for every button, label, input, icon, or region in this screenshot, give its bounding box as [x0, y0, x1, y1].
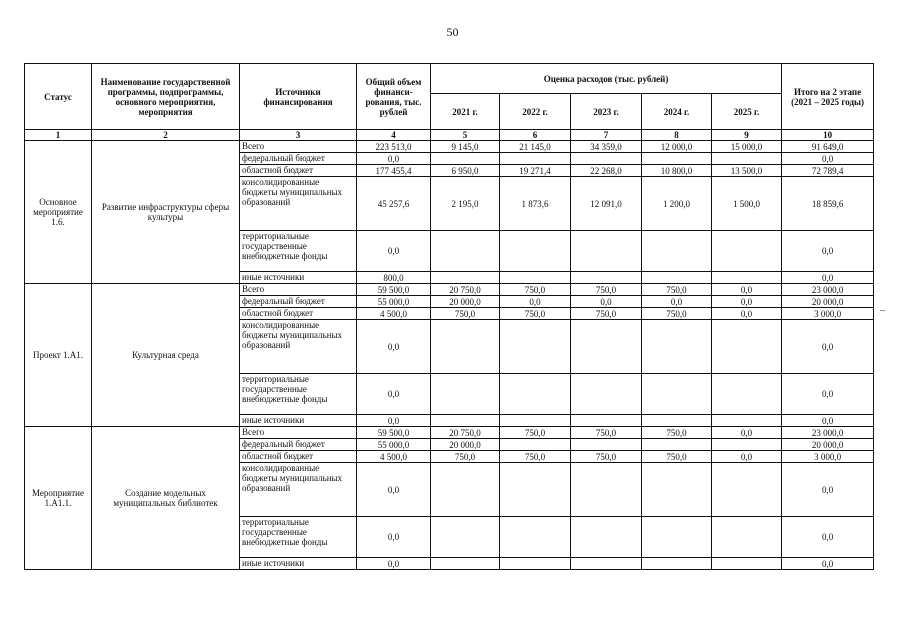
- column-index: 7: [571, 130, 642, 141]
- year-value-cell: [712, 415, 782, 427]
- year-value-cell: 12 091,0: [571, 177, 642, 231]
- year-value-cell: [500, 463, 571, 517]
- source-cell: Всего: [240, 427, 357, 439]
- stage-total-cell: 0,0: [782, 558, 874, 570]
- year-value-cell: 0,0: [712, 296, 782, 308]
- year-value-cell: 34 359,0: [571, 141, 642, 153]
- year-value-cell: [571, 231, 642, 272]
- year-value-cell: [431, 415, 500, 427]
- source-cell: Всего: [240, 284, 357, 296]
- header-year: 2022 г.: [500, 94, 571, 130]
- column-index: 3: [240, 130, 357, 141]
- column-index: 4: [357, 130, 431, 141]
- source-cell: иные источники: [240, 272, 357, 284]
- column-index: 5: [431, 130, 500, 141]
- table-row: [25, 141, 874, 153]
- year-value-cell: [431, 374, 500, 415]
- source-cell: территориальные государственные внебюджетные фонды: [240, 517, 357, 558]
- year-value-cell: [571, 415, 642, 427]
- source-cell: территориальные государственные внебюджетные фонды: [240, 374, 357, 415]
- header-name: Наименование государственной программы, подпрограммы, основного мероприятия, мероприятия: [92, 64, 240, 130]
- year-value-cell: 6 950,0: [431, 165, 500, 177]
- year-value-cell: 1 873,6: [500, 177, 571, 231]
- year-value-cell: [712, 463, 782, 517]
- year-value-cell: 20 750,0: [431, 427, 500, 439]
- year-value-cell: 0,0: [642, 296, 712, 308]
- status-cell: Основное мероприятие 1.6.: [25, 141, 92, 284]
- year-value-cell: 750,0: [571, 427, 642, 439]
- source-cell: федеральный бюджет: [240, 296, 357, 308]
- header-estimate: Оценка расходов (тыс. рублей): [431, 64, 782, 94]
- source-cell: территориальные государственные внебюджетные фонды: [240, 231, 357, 272]
- stage-total-cell: 0,0: [782, 517, 874, 558]
- year-value-cell: 750,0: [571, 284, 642, 296]
- year-value-cell: 750,0: [642, 308, 712, 320]
- total-cell: 55 000,0: [357, 296, 431, 308]
- stage-total-cell: 0,0: [782, 153, 874, 165]
- year-value-cell: 1 200,0: [642, 177, 712, 231]
- source-cell: федеральный бюджет: [240, 153, 357, 165]
- total-cell: 0,0: [357, 320, 431, 374]
- source-cell: Всего: [240, 141, 357, 153]
- total-cell: 4 500,0: [357, 451, 431, 463]
- table-body: [25, 141, 874, 570]
- year-value-cell: [571, 320, 642, 374]
- year-value-cell: 750,0: [500, 427, 571, 439]
- header-sources: Источники финансирования: [240, 64, 357, 130]
- year-value-cell: 0,0: [712, 308, 782, 320]
- year-value-cell: [431, 517, 500, 558]
- stage-total-cell: 20 000,0: [782, 439, 874, 451]
- year-value-cell: [431, 463, 500, 517]
- name-cell: Развитие инфраструктуры сферы культуры: [92, 141, 240, 284]
- year-value-cell: [500, 231, 571, 272]
- source-cell: областной бюджет: [240, 451, 357, 463]
- table-row: [25, 427, 874, 439]
- year-value-cell: 750,0: [642, 451, 712, 463]
- stage-total-cell: 91 649,0: [782, 141, 874, 153]
- header-year: 2025 г.: [712, 94, 782, 130]
- year-value-cell: [500, 517, 571, 558]
- total-cell: 4 500,0: [357, 308, 431, 320]
- stage-total-cell: 0,0: [782, 320, 874, 374]
- total-cell: 0,0: [357, 374, 431, 415]
- year-value-cell: 20 000,0: [431, 439, 500, 451]
- header-year: 2024 г.: [642, 94, 712, 130]
- year-value-cell: [642, 439, 712, 451]
- stage-total-cell: 23 000,0: [782, 284, 874, 296]
- year-value-cell: [500, 153, 571, 165]
- year-value-cell: [431, 272, 500, 284]
- source-cell: консолидированные бюджеты муниципальных образований: [240, 463, 357, 517]
- year-value-cell: [642, 320, 712, 374]
- year-value-cell: 0,0: [712, 284, 782, 296]
- status-cell: Проект 1.А1.: [25, 284, 92, 427]
- total-cell: 0,0: [357, 517, 431, 558]
- stage-total-cell: 0,0: [782, 463, 874, 517]
- year-value-cell: [571, 463, 642, 517]
- header-status: Статус: [25, 64, 92, 130]
- stage-total-cell: 0,0: [782, 272, 874, 284]
- column-index: 9: [712, 130, 782, 141]
- year-value-cell: [431, 558, 500, 570]
- year-value-cell: [712, 153, 782, 165]
- header-year: 2023 г.: [571, 94, 642, 130]
- total-cell: 223 513,0: [357, 141, 431, 153]
- scan-artifact: –: [880, 305, 885, 316]
- year-value-cell: 750,0: [642, 427, 712, 439]
- column-index: 2: [92, 130, 240, 141]
- stage-total-cell: 72 789,4: [782, 165, 874, 177]
- total-cell: 0,0: [357, 558, 431, 570]
- year-value-cell: [642, 272, 712, 284]
- column-index: 8: [642, 130, 712, 141]
- year-value-cell: 750,0: [500, 451, 571, 463]
- year-value-cell: [500, 272, 571, 284]
- year-value-cell: 750,0: [500, 284, 571, 296]
- year-value-cell: 15 000,0: [712, 141, 782, 153]
- table-row: [25, 284, 874, 296]
- total-cell: 59 500,0: [357, 284, 431, 296]
- source-cell: федеральный бюджет: [240, 439, 357, 451]
- page-number: 50: [446, 25, 459, 39]
- year-value-cell: [571, 374, 642, 415]
- year-value-cell: 0,0: [500, 296, 571, 308]
- total-cell: 55 000,0: [357, 439, 431, 451]
- source-cell: иные источники: [240, 558, 357, 570]
- total-cell: 177 455,4: [357, 165, 431, 177]
- year-value-cell: [642, 153, 712, 165]
- year-value-cell: 750,0: [431, 308, 500, 320]
- total-cell: 45 257,6: [357, 177, 431, 231]
- stage-total-cell: 0,0: [782, 374, 874, 415]
- stage-total-cell: 0,0: [782, 415, 874, 427]
- total-cell: 0,0: [357, 231, 431, 272]
- year-value-cell: [712, 231, 782, 272]
- year-value-cell: [712, 517, 782, 558]
- header-year: 2021 г.: [431, 94, 500, 130]
- column-index: 10: [782, 130, 874, 141]
- header-stage-total: Итого на 2 этапе (2021 – 2025 годы): [782, 64, 874, 130]
- year-value-cell: 750,0: [431, 451, 500, 463]
- year-value-cell: 0,0: [571, 296, 642, 308]
- year-value-cell: 1 500,0: [712, 177, 782, 231]
- year-value-cell: 19 271,4: [500, 165, 571, 177]
- source-cell: областной бюджет: [240, 165, 357, 177]
- year-value-cell: [642, 463, 712, 517]
- year-value-cell: 10 800,0: [642, 165, 712, 177]
- year-value-cell: 20 750,0: [431, 284, 500, 296]
- year-value-cell: [500, 320, 571, 374]
- year-value-cell: [500, 439, 571, 451]
- year-value-cell: [431, 231, 500, 272]
- year-value-cell: [500, 415, 571, 427]
- year-value-cell: [571, 153, 642, 165]
- year-value-cell: [642, 374, 712, 415]
- stage-total-cell: 18 859,6: [782, 177, 874, 231]
- year-value-cell: 13 500,0: [712, 165, 782, 177]
- stage-total-cell: 3 000,0: [782, 308, 874, 320]
- name-cell: Создание модельных муниципальных библиотек: [92, 427, 240, 570]
- year-value-cell: [712, 558, 782, 570]
- year-value-cell: 750,0: [571, 308, 642, 320]
- total-cell: 0,0: [357, 463, 431, 517]
- year-value-cell: 2 195,0: [431, 177, 500, 231]
- year-value-cell: [571, 439, 642, 451]
- header-total: Общий объем финанси-рования, тыс. рублей: [357, 64, 431, 130]
- year-value-cell: [500, 374, 571, 415]
- stage-total-cell: 23 000,0: [782, 427, 874, 439]
- year-value-cell: [642, 558, 712, 570]
- year-value-cell: 0,0: [712, 451, 782, 463]
- year-value-cell: [642, 415, 712, 427]
- stage-total-cell: 0,0: [782, 231, 874, 272]
- year-value-cell: 12 000,0: [642, 141, 712, 153]
- total-cell: 0,0: [357, 415, 431, 427]
- year-value-cell: [431, 320, 500, 374]
- year-value-cell: 750,0: [642, 284, 712, 296]
- total-cell: 59 500,0: [357, 427, 431, 439]
- year-value-cell: 20 000,0: [431, 296, 500, 308]
- status-cell: Мероприятие 1.А1.1.: [25, 427, 92, 570]
- year-value-cell: [571, 558, 642, 570]
- total-cell: 0,0: [357, 153, 431, 165]
- year-value-cell: [571, 272, 642, 284]
- source-cell: консолидированные бюджеты муниципальных образований: [240, 320, 357, 374]
- source-cell: областной бюджет: [240, 308, 357, 320]
- year-value-cell: [712, 439, 782, 451]
- year-value-cell: 750,0: [500, 308, 571, 320]
- year-value-cell: [571, 517, 642, 558]
- year-value-cell: 750,0: [571, 451, 642, 463]
- year-value-cell: [642, 231, 712, 272]
- financing-table: [24, 63, 874, 570]
- source-cell: иные источники: [240, 415, 357, 427]
- year-value-cell: [712, 320, 782, 374]
- column-index: 1: [25, 130, 92, 141]
- year-value-cell: 21 145,0: [500, 141, 571, 153]
- year-value-cell: [500, 558, 571, 570]
- year-value-cell: 9 145,0: [431, 141, 500, 153]
- year-value-cell: 0,0: [712, 427, 782, 439]
- year-value-cell: [642, 517, 712, 558]
- column-index: 6: [500, 130, 571, 141]
- year-value-cell: [712, 272, 782, 284]
- year-value-cell: [431, 153, 500, 165]
- name-cell: Культурная среда: [92, 284, 240, 427]
- stage-total-cell: 20 000,0: [782, 296, 874, 308]
- source-cell: консолидированные бюджеты муниципальных образований: [240, 177, 357, 231]
- stage-total-cell: 3 000,0: [782, 451, 874, 463]
- year-value-cell: [712, 374, 782, 415]
- year-value-cell: 22 268,0: [571, 165, 642, 177]
- total-cell: 800,0: [357, 272, 431, 284]
